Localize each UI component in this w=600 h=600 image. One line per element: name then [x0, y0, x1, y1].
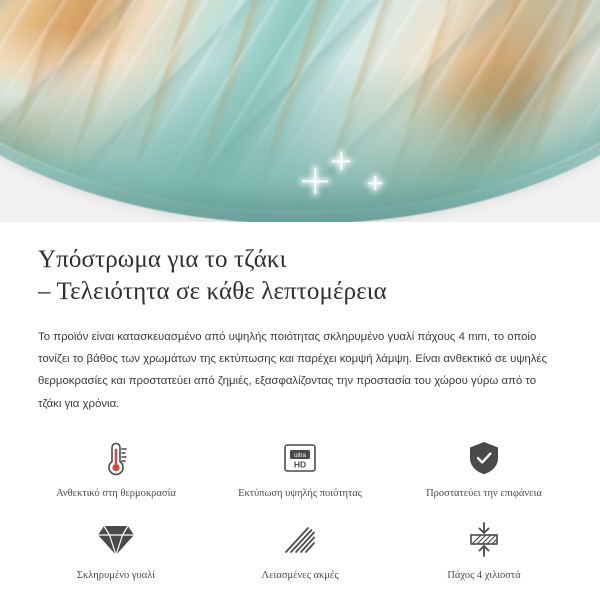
headline-line-2: – Τελειότητα σε κάθε λεπτομέρεια [38, 278, 387, 305]
hero-image [0, 0, 600, 222]
feature-item [208, 519, 392, 597]
feature-item [392, 437, 576, 515]
tray-rim-shadow [0, 0, 600, 222]
feature-grid [0, 415, 600, 597]
feature-item [24, 519, 208, 597]
feature-label: Πάχος 4 χιλιοστά [447, 569, 521, 581]
ultra-hd-icon [280, 437, 320, 479]
feature-item [392, 519, 576, 597]
shield-check-icon [467, 437, 501, 479]
feature-item [208, 437, 392, 515]
page-title [0, 222, 600, 308]
thermometer-icon [101, 437, 131, 479]
svg-text:HD: HD [293, 459, 307, 470]
headline-line-1: Υπόστρωμα για το τζάκι [38, 246, 287, 273]
feature-item [24, 437, 208, 515]
polished-edges-icon [280, 519, 320, 561]
feature-label: Λειασμένες ακμές [261, 569, 339, 581]
description-paragraph: Το προϊόν είναι κατασκευασμένο από υψηλής ποιότητας σκληρυμένο γυαλί πάχους 4 mm, το οποίο τονίζει το βάθος των χρωμάτων της εκτύπωσης και παρέχει κομψή λάμψη. Είναι ανθεκτικό σε υψηλές θερμοκρασίες και προστατεύει από ζημιές, εξασφαλίζοντας την προστασία του χώρου γύρω από το τζάκι για χρόνια. [38, 331, 548, 410]
hero-frame [0, 0, 600, 222]
content-area [0, 222, 600, 597]
feature-label: Ανθεκτικό στη θερμοκρασία [56, 487, 176, 499]
diamond-icon [96, 519, 136, 561]
feature-label: Εκτύπωση υψηλής ποιότητας [238, 487, 362, 499]
svg-text:ultra: ultra [294, 452, 306, 459]
thickness-arrows-icon [463, 519, 505, 561]
feature-label: Σκληρυμένο γυαλί [76, 569, 156, 581]
feature-label: Προστατεύει την επιφάνεια [426, 487, 542, 499]
